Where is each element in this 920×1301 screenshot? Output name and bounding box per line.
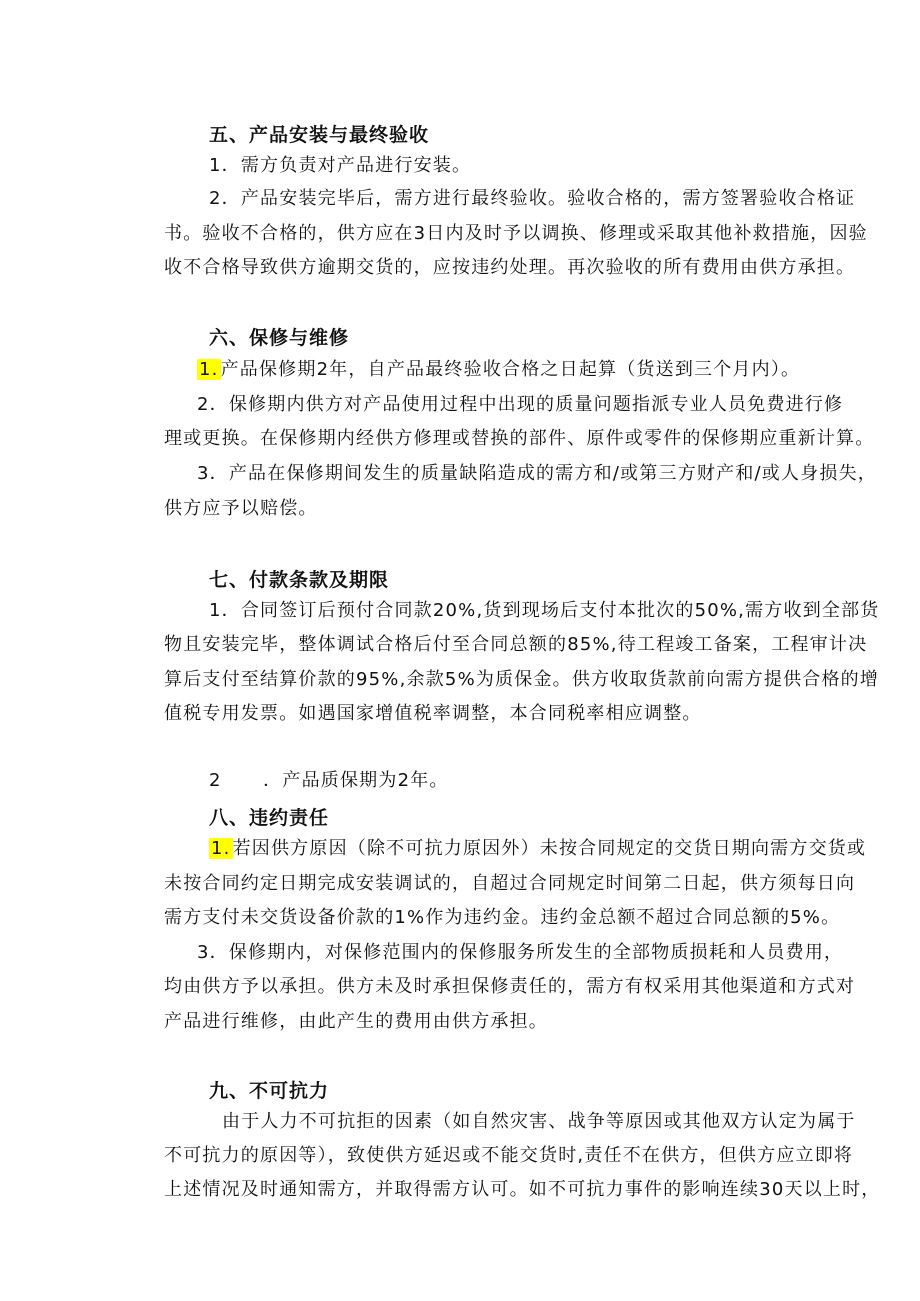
s6-line-1-text: 产品保修期2年，自产品最终验收合格之日起算（货送到三个月内）。 <box>220 359 801 380</box>
s8-line-5: 均由供方予以承担。供方未及时承担保修责任的，需方有权采用其他渠道和方式对 <box>164 976 856 997</box>
s5-line-2: 2．产品安装完毕后，需方进行最终验收。验收合格的，需方签署验收合格证 <box>209 188 856 209</box>
s7-line-2: 物且安装完毕，整体调试合格后付至合同总额的85%,待工程竣工备案，工程审计决 <box>164 634 868 655</box>
section-6-heading: 六、保修与维修 <box>209 327 350 349</box>
s6-line-1 <box>197 358 800 382</box>
section-5-heading: 五、产品安装与最终验收 <box>209 124 430 146</box>
section-7-heading: 七、付款条款及期限 <box>209 569 390 591</box>
s8-line-6: 产品进行维修，由此产生的费用由供方承担。 <box>164 1011 548 1032</box>
s7-line-4: 值税专用发票。如遇国家增值税率调整，本合同税率相应调整。 <box>164 703 702 724</box>
s6-line-4: 3．产品在保修期间发生的质量缺陷造成的需方和/或第三方财产和/或人身损失， <box>197 463 877 484</box>
s5-line-4: 收不合格导致供方逾期交货的，应按违约处理。再次验收的所有费用由供方承担。 <box>164 257 856 278</box>
s7-line-5: 2 ．产品质保期为2年。 <box>209 770 449 791</box>
s7-line-1: 1．合同签订后预付合同款20%,货到现场后支付本批次的50%,需方收到全部货 <box>209 600 880 621</box>
section-8-heading: 八、违约责任 <box>209 807 330 829</box>
s9-line-1: 由于人力不可抗拒的因素（如自然灾害、战争等原因或其他双方认定为属于 <box>222 1111 856 1132</box>
s8-line-3: 需方支付未交货设备价款的1%作为违约金。违约金总额不超过合同总额的5%。 <box>164 907 841 928</box>
s5-line-3: 书。验收不合格的，供方应在3日内及时予以调换、修理或采取其他补救措施，因验 <box>164 223 868 244</box>
highlight-number: 1. <box>211 838 231 859</box>
s9-line-3: 上述情况及时通知需方，并取得需方认可。如不可抗力事件的影响连续30天以上时， <box>164 1179 881 1200</box>
highlight-number: 1. <box>199 359 219 380</box>
s9-line-2: 不可抗力的原因等），致使供方延迟或不能交货时,责任不在供方，但供方应立即将 <box>164 1145 854 1166</box>
s6-line-5: 供方应予以赔偿。 <box>164 498 318 519</box>
s7-line-3: 算后支付至结算价款的95%,余款5%为质保金。供方收取货款前向需方提供合格的增 <box>164 669 880 690</box>
section-9-heading: 九、不可抗力 <box>209 1080 330 1102</box>
s8-line-1 <box>209 837 866 861</box>
s8-line-2: 未按合同约定日期完成安装调试的，自超过合同规定时间第二日起，供方须每日向 <box>164 873 856 894</box>
s8-line-1-text: 若因供方原因（除不可抗力原因外）未按合同规定的交货日期向需方交货或 <box>232 838 867 859</box>
s5-line-1: 1．需方负责对产品进行安装。 <box>209 155 472 176</box>
s6-line-3: 理或更换。在保修期内经供方修理或替换的部件、原件或零件的保修期应重新计算。 <box>164 428 875 449</box>
s6-line-2: 2．保修期内供方对产品使用过程中出现的质量问题指派专业人员免费进行修 <box>197 394 844 415</box>
s8-line-4: 3．保修期内，对保修范围内的保修服务所发生的全部物质损耗和人员费用， <box>197 942 844 963</box>
